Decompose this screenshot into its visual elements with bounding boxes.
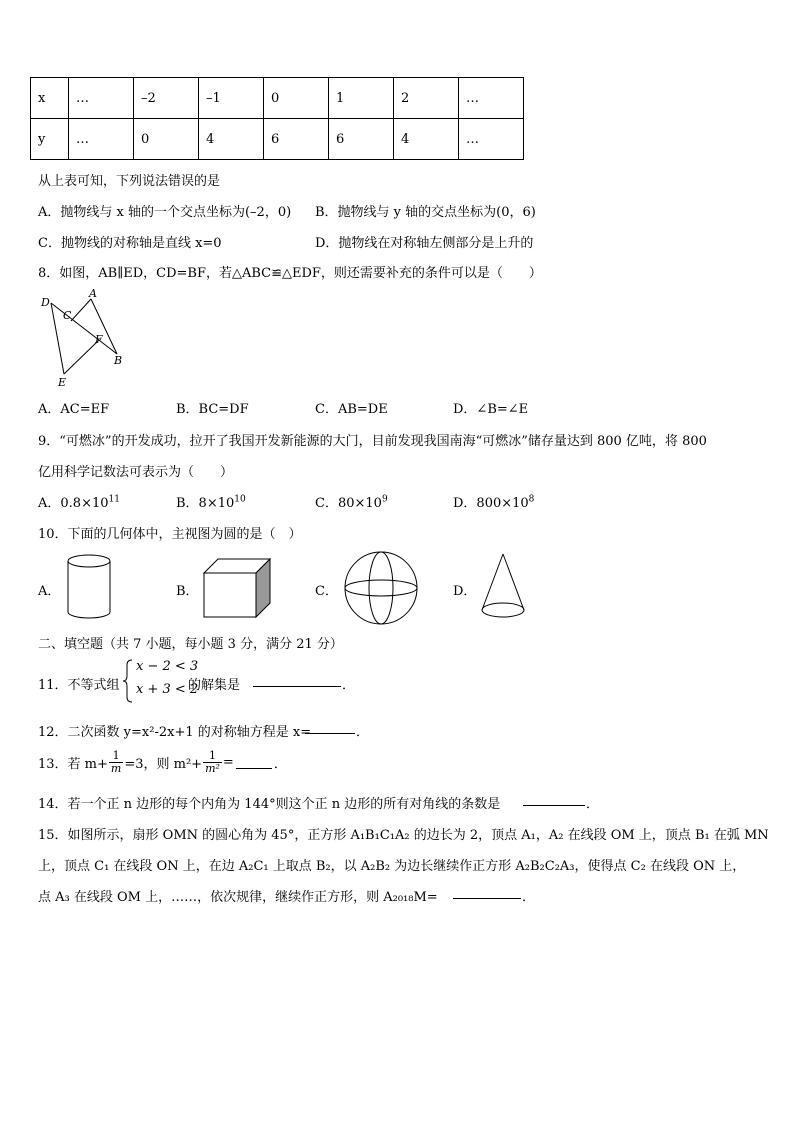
q13-answer-blank[interactable] bbox=[236, 756, 272, 769]
table-cell: … bbox=[459, 78, 524, 119]
table-cell: 6 bbox=[329, 119, 394, 160]
q9-option-b bbox=[176, 492, 246, 511]
table-cell: 1 bbox=[329, 78, 394, 119]
q11-end: ． bbox=[342, 678, 356, 693]
section-2-title: 二、填空题（共 7 小题，每小题 3 分，满分 21 分） bbox=[38, 637, 343, 652]
table-cell: 6 bbox=[264, 119, 329, 160]
q9-option-b-exp: 10 bbox=[234, 494, 246, 505]
table-row-x bbox=[31, 78, 524, 119]
q10-option-c-label: C． bbox=[315, 584, 338, 599]
q9-option-a-base: A．0.8×10 bbox=[38, 496, 109, 511]
q11-suffix: 的解集是 bbox=[188, 678, 241, 693]
q9-option-c bbox=[315, 492, 388, 511]
q13-num1: 1 bbox=[109, 750, 123, 763]
q7-option-b: B．抛物线与 y 轴的交点坐标为(0，6) bbox=[315, 205, 536, 220]
sphere-figure bbox=[343, 550, 419, 626]
q11-answer-blank[interactable] bbox=[253, 674, 341, 687]
q8-option-a: A．AC=EF bbox=[38, 402, 110, 417]
q11-inequality-1: x − 2 < 3 bbox=[136, 659, 199, 674]
q7-option-a: A．抛物线与 x 轴的一个交点坐标为(–2，0) bbox=[38, 205, 292, 220]
table-cell: 0 bbox=[134, 119, 199, 160]
q9-option-c-exp: 9 bbox=[381, 494, 388, 505]
q11-inequality-2: x + 3 < 2 bbox=[136, 682, 199, 697]
q13-mid: =3，则 m²+ bbox=[124, 756, 203, 772]
q15-line3: 点 A₃ 在线段 OM 上，……，依次规律，继续作正方形，则 A₂₀₁₈M= bbox=[38, 890, 438, 905]
q10-option-d-label: D． bbox=[453, 584, 477, 599]
table-cell: x bbox=[31, 78, 69, 119]
segment-ac bbox=[71, 299, 91, 321]
table-cell: –2 bbox=[134, 78, 199, 119]
q8-triangle-figure bbox=[38, 288, 138, 388]
q13-line bbox=[38, 744, 287, 780]
label-e: E bbox=[58, 376, 67, 389]
q15-line2: 上，顶点 C₁ 在线段 ON 上，在边 A₂C₁ 上取点 B₂，以 A₂B₂ 为边长继续作正方形 A₂B₂C₂A₃，使得点 C₂ 在线段 ON 上， bbox=[38, 859, 746, 874]
q8-option-d: D．∠B=∠E bbox=[453, 402, 529, 417]
q9-option-c-base: C．80×10 bbox=[315, 496, 382, 511]
label-d: D bbox=[41, 296, 50, 309]
q9-line1: 9．“可燃冰”的开发成功，拉开了我国开发新能源的大门，目前发现我国南海“可燃冰”储存量达到 800 亿吨，将 800 bbox=[38, 434, 707, 449]
label-f: F bbox=[95, 333, 103, 346]
cylinder-figure bbox=[66, 553, 112, 621]
xy-table bbox=[30, 77, 524, 160]
q15-answer-blank[interactable] bbox=[453, 886, 521, 899]
q9-option-d-exp: 8 bbox=[528, 494, 535, 505]
q10-option-a-label: A． bbox=[38, 584, 61, 599]
table-cell: … bbox=[69, 119, 134, 160]
segment-db bbox=[51, 303, 117, 354]
label-a: A bbox=[89, 287, 97, 300]
table-cell: … bbox=[69, 78, 134, 119]
q13-den1: m bbox=[110, 761, 122, 775]
table-row-y bbox=[31, 119, 524, 160]
q11-prefix: 11．不等式组 bbox=[38, 678, 120, 693]
cone-figure bbox=[480, 552, 526, 622]
q9-option-b-base: B．8×10 bbox=[176, 496, 235, 511]
q14-answer-blank[interactable] bbox=[523, 793, 585, 806]
q9-option-a bbox=[38, 492, 120, 511]
q9-line2: 亿用科学记数法可表示为（ ） bbox=[38, 465, 234, 480]
q13-end: ． bbox=[273, 756, 287, 772]
label-b: B bbox=[114, 354, 123, 367]
table-cell: y bbox=[31, 119, 69, 160]
q15-line1: 15．如图所示，扇形 OMN 的圆心角为 45°，正方形 A₁B₁C₁A₂ 的边长为 2，顶点 A₁，A₂ 在线段 OM 上，顶点 B₁ 在弧 MN bbox=[38, 828, 769, 843]
table-cell: –1 bbox=[199, 78, 264, 119]
q13-eq: = bbox=[222, 754, 234, 770]
table-cell: 4 bbox=[199, 119, 264, 160]
q13-prefix: 13．若 m+ bbox=[38, 756, 108, 772]
q15-end: ． bbox=[522, 890, 536, 905]
q7-option-d: D．抛物线在对称轴左侧部分是上升的 bbox=[315, 236, 534, 251]
q12-text: 12．二次函数 y=x²-2x+1 的对称轴方程是 x= bbox=[38, 725, 312, 740]
segment-ef bbox=[64, 340, 99, 374]
q14-text: 14．若一个正 n 边形的每个内角为 144°则这个正 n 边形的所有对角线的条数是 bbox=[38, 797, 501, 812]
q8-stem: 8．如图，AB∥ED，CD=BF，若△ABC≌△EDF，则还需要补充的条件可以是（ ） bbox=[38, 266, 542, 281]
table-cell: 2 bbox=[394, 78, 459, 119]
q8-option-c: C．AB=DE bbox=[315, 402, 388, 417]
q13-den2: m² bbox=[205, 761, 220, 775]
q9-option-a-exp: 11 bbox=[108, 494, 120, 505]
table-cell: … bbox=[459, 119, 524, 160]
table-cell: 0 bbox=[264, 78, 329, 119]
q12-end: ． bbox=[356, 725, 370, 740]
q11-system-brace bbox=[122, 659, 134, 703]
q9-option-d-base: D．800×10 bbox=[453, 496, 529, 511]
q13-fraction-2 bbox=[203, 750, 222, 775]
cube-figure bbox=[204, 557, 272, 619]
q9-option-d bbox=[453, 492, 534, 511]
q10-option-b-label: B． bbox=[176, 584, 199, 599]
table-cell: 4 bbox=[394, 119, 459, 160]
q13-num2: 1 bbox=[203, 750, 222, 763]
q8-option-b: B．BC=DF bbox=[176, 402, 249, 417]
q7-option-c: C．抛物线的对称轴是直线 x=0 bbox=[38, 236, 222, 251]
q12-answer-blank[interactable] bbox=[305, 721, 355, 734]
label-c: C bbox=[63, 309, 72, 322]
q10-stem: 10．下面的几何体中，主视图为圆的是（ ） bbox=[38, 527, 302, 542]
q14-end: ． bbox=[586, 797, 600, 812]
q7-stem: 从上表可知，下列说法错误的是 bbox=[38, 174, 221, 189]
q13-fraction-1 bbox=[109, 750, 123, 775]
